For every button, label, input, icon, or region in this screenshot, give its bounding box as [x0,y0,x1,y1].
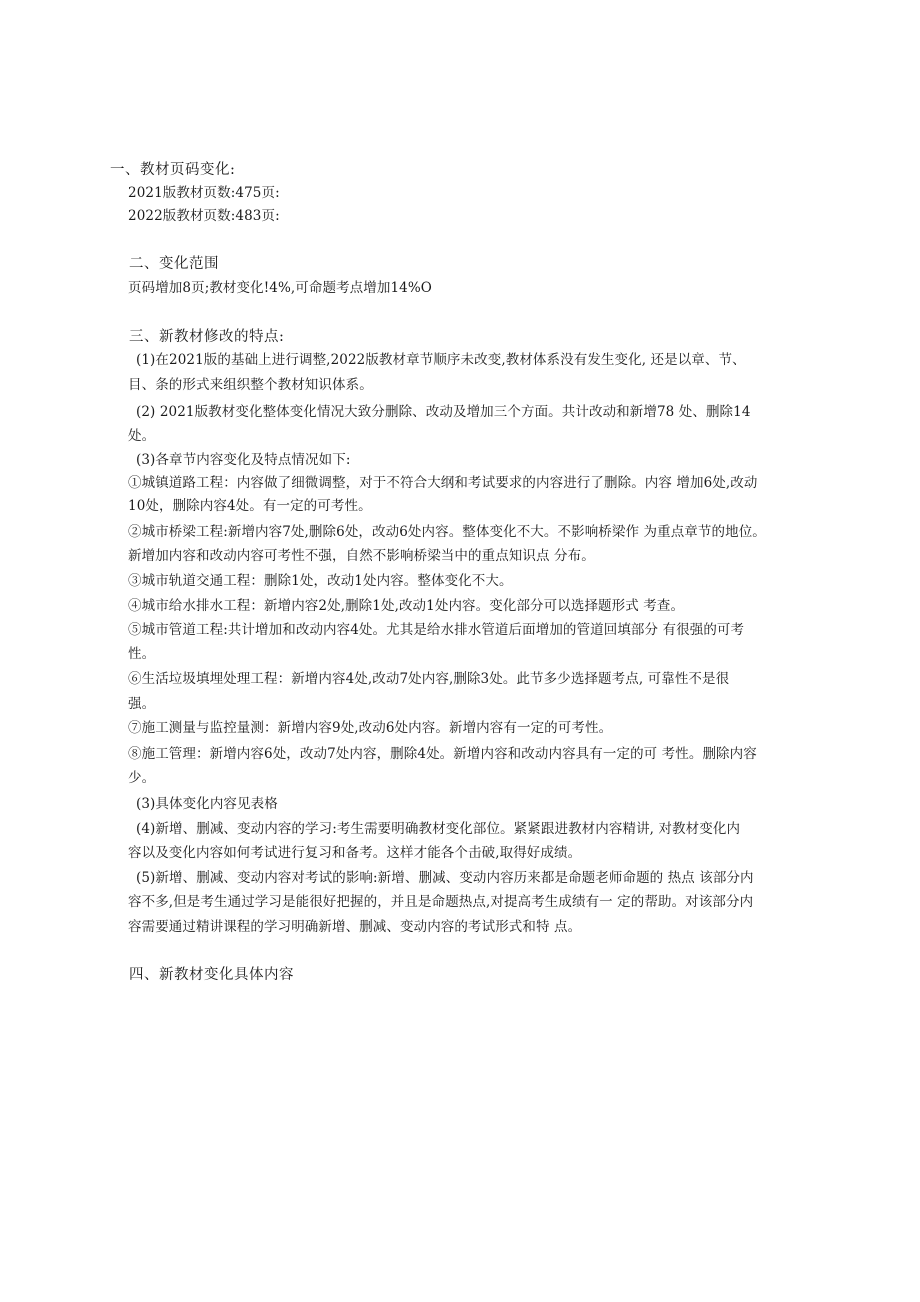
section1-line2: 2022版教材页数:483页: [128,208,280,224]
section3-p1-line1: (1)在2021版的基础上进行调整,2022版教材章节顺序未改变,教材体系没有发生变化, 还是以章、节、 [136,352,746,368]
chapter7-line1: ⑦施工测量与监控量测：新增内容9处,改动6处内容。新增内容有一定的可考性。 [128,720,613,736]
section3-p3-line1: (3)各章节内容变化及特点情况如下: [136,452,351,468]
chapter5-line2: 性。 [128,646,156,662]
section3-heading: 三、新教材修改的特点: [129,329,285,345]
chapter4-line1: ④城市给水排水工程：新增内容2处,删除1处,改动1处内容。变化部分可以选择题形式 考查。 [128,598,685,614]
section3-p6-line2: 容不多,但是考生通过学习是能很好把握的，并且是命题热点,对提高考生成绩有一 定的帮助。对该部分内 [128,894,754,910]
chapter3-line1: ③城市轨道交通工程：删除1处，改动1处内容。整体变化不大。 [128,573,513,589]
section3-p1-line2: 目、条的形式来组织整个教材知识体系。 [128,377,373,393]
chapter8-line1: ⑧施工管理：新增内容6处，改动7处内容，删除4处。新增内容和改动内容具有一定的可 考性。删除内容 [128,746,757,762]
section3-p6-line3: 容需要通过精讲课程的学习明确新增、删减、变动内容的考试形式和特 点。 [128,919,582,935]
section4-heading: 四、新教材变化具体内容 [129,967,294,983]
section3-p5-line2: 容以及变化内容如何考试进行复习和备考。这样才能各个击破,取得好成绩。 [128,845,582,861]
section3-p2-line1: (2) 2021版教材变化整体变化情况大致分删除、改动及增加三个方面。共计改动和新增78 处、删除14 [136,404,751,420]
section1-line1: 2021版教材页数:475页: [128,185,280,201]
section2-heading: 二、变化范围 [129,256,219,272]
chapter6-line1: ⑥生活垃圾填埋处理工程：新增内容4处,改动7处内容,删除3处。此节多少选择题考点, 可靠性不是很 [128,671,730,687]
section3-p2-line2: 处。 [128,428,156,444]
section2-line1: 页码增加8页;教材变化!4%,可命题考点增加14%O [128,280,432,296]
section3-p5-line1: (4)新增、删减、变动内容的学习:考生需要明确教材变化部位。紧紧跟进教材内容精讲, 对教材变化内 [136,821,741,837]
chapter1-line1: ①城镇道路工程：内容做了细微调整，对于不符合大纲和考试要求的内容进行了删除。内容 增加6处,改动 [128,475,758,491]
chapter2-line2: 新增加内容和改动内容可考性不强，自然不影响桥梁当中的重点知识点 分布。 [128,548,595,564]
chapter6-line2: 强。 [128,696,156,712]
chapter1-line2: 10处，删除内容4处。有一定的可考性。 [128,498,372,514]
chapter2-line1: ②城市桥梁工程:新增内容7处,删除6处，改动6处内容。整体变化不大。不影响桥梁作 为重点章节的地位。 [128,524,766,540]
section3-p4-line1: (3)具体变化内容见表格 [136,796,278,812]
chapter5-line1: ⑤城市管道工程:共计增加和改动内容4处。尤其是给水排水管道后面增加的管道回填部分 有很强的可考 [128,622,745,638]
section1-heading: 一、教材页码变化: [110,162,236,178]
chapter8-line2: 少。 [128,770,156,786]
section3-p6-line1: (5)新增、删减、变动内容对考试的影响:新增、删减、变动内容历来都是命题老师命题的 热点 该部分内 [136,870,754,886]
